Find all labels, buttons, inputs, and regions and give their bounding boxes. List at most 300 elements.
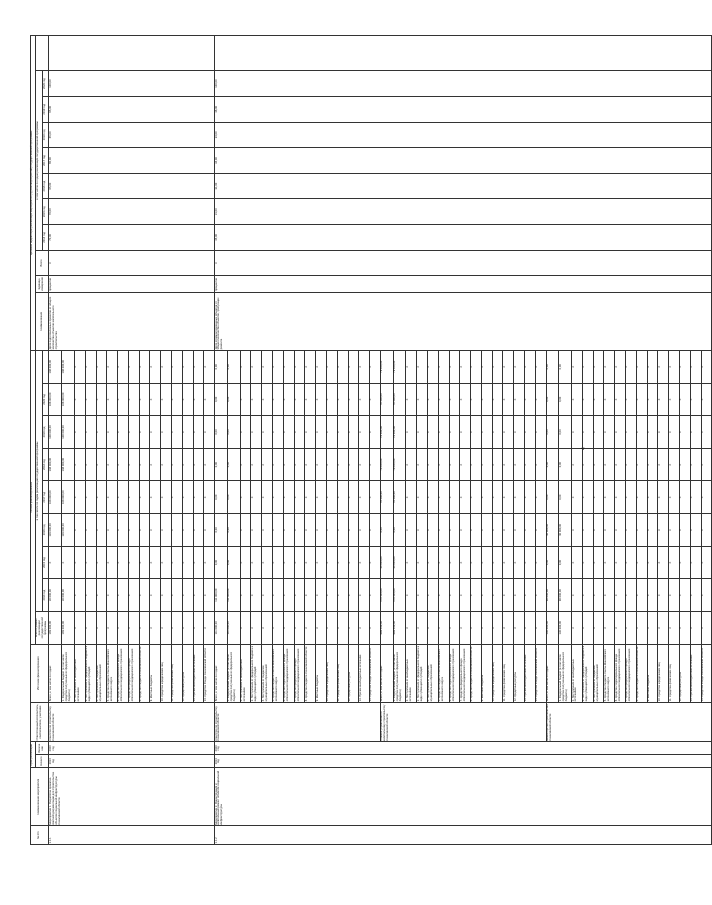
funding-value: X <box>647 579 658 612</box>
funding-value: X <box>107 350 118 383</box>
funding-source-label: 13. Прочие внебюджетные источники <box>193 644 204 702</box>
funding-value: X <box>438 350 449 383</box>
funding-value: X <box>326 611 337 644</box>
indicator-value: 65,00 <box>49 96 215 122</box>
funding-value: 0,00 <box>559 448 572 481</box>
header-num: № п/п <box>31 826 49 845</box>
funding-value: X <box>604 514 615 547</box>
funding-value: X <box>514 481 525 514</box>
funding-value: X <box>492 448 503 481</box>
indicator-value: 65,00 <box>49 122 215 148</box>
funding-value: X <box>204 416 215 449</box>
funding-value: X <box>492 611 503 644</box>
funding-value: X <box>172 416 183 449</box>
funding-value: X <box>305 448 316 481</box>
funding-value: X <box>406 514 417 547</box>
header-total-program: Всего в рамках реализации государственной программы <box>35 611 49 644</box>
funding-value: X <box>417 383 428 416</box>
funding-value: 0,00 <box>546 350 559 383</box>
funding-value: 0,00 <box>227 546 240 579</box>
funding-value: 108 000,00 <box>49 350 62 383</box>
funding-source-label: 1. Федеральный бюджет (в том числе средства полученные из федерального бюджета) <box>227 644 240 702</box>
funding-value: X <box>492 383 503 416</box>
funding-value: X <box>240 514 251 547</box>
funding-value: X <box>535 579 546 612</box>
funding-value: X <box>701 383 712 416</box>
funding-value: X <box>460 611 471 644</box>
funding-value: X <box>503 579 514 612</box>
funding-value: X <box>85 514 96 547</box>
funding-value: X <box>669 448 680 481</box>
funding-value: X <box>481 481 492 514</box>
funding-value: X <box>85 416 96 449</box>
funding-value: X <box>604 579 615 612</box>
funding-value: X <box>626 514 637 547</box>
funding-value: X <box>337 383 348 416</box>
funding-value: X <box>417 579 428 612</box>
funding-value: X <box>150 383 161 416</box>
funding-value: X <box>593 481 604 514</box>
funding-value: X <box>161 383 172 416</box>
funding-value: X <box>74 514 85 547</box>
funding-value: X <box>240 481 251 514</box>
funding-value: X <box>305 546 316 579</box>
funding-value: X <box>182 383 193 416</box>
funding-value: 0,00 <box>227 416 240 449</box>
funding-value: X <box>118 350 129 383</box>
funding-value: 0,00 <box>546 546 559 579</box>
funding-value: X <box>240 350 251 383</box>
funding-value: X <box>182 514 193 547</box>
funding-value: 108 000,00 <box>62 383 75 416</box>
funding-value: X <box>294 514 305 547</box>
funding-source-label: 6. Средства территориального фонда обязательного медицинского страхования <box>118 644 129 702</box>
funding-value: X <box>326 579 337 612</box>
funding-value: 119 000,00 <box>49 514 62 547</box>
funding-value: X <box>427 579 438 612</box>
funding-value: 0,00 <box>559 383 572 416</box>
funding-source-label: 4. Поступления от бюджетов муниципальных образований <box>427 644 438 702</box>
funding-value: X <box>604 448 615 481</box>
funding-value: X <box>593 611 604 644</box>
funding-value: X <box>535 350 546 383</box>
funding-value: X <box>370 350 381 383</box>
funding-value: X <box>572 481 583 514</box>
funding-value: X <box>679 481 690 514</box>
funding-value: X <box>251 579 262 612</box>
funding-value: X <box>604 611 615 644</box>
funding-value: X <box>85 481 96 514</box>
funding-source-label: 12. Кредитные ресурсы <box>348 644 359 702</box>
funding-value: X <box>96 350 107 383</box>
funding-value: 108 000,00 <box>49 416 62 449</box>
funding-value: X <box>669 383 680 416</box>
funding-value: X <box>438 611 449 644</box>
funding-value: X <box>251 514 262 547</box>
funding-value: X <box>283 448 294 481</box>
funding-source-label: 7. Средства федерального фонда обязательного медицинского страхования <box>294 644 305 702</box>
funding-value: X <box>636 383 647 416</box>
funding-value: X <box>283 350 294 383</box>
funding-source-label: 14. Средства Фонда Сахалинской области <box>535 644 546 702</box>
activity-executor: Министерство строительства Сахалинской области <box>546 702 712 742</box>
funding-value: X <box>690 579 701 612</box>
funding-value: X <box>460 546 471 579</box>
funding-value: X <box>139 546 150 579</box>
funding-source-label: 14. Средства Фонда Сахалинской области <box>701 644 712 702</box>
funding-value: X <box>679 546 690 579</box>
header-ind-year-2015: 2015 год <box>42 199 49 225</box>
funding-source-label: 5. Средства бюджета Ханты-Мансийского автономного округа <box>107 644 118 702</box>
indicator-unit: процентов <box>215 276 712 292</box>
funding-value: X <box>204 579 215 612</box>
funding-value: X <box>359 448 370 481</box>
funding-source-label: 11. Средства физических лиц <box>337 644 348 702</box>
funding-value: X <box>262 481 273 514</box>
funding-value: X <box>481 350 492 383</box>
funding-value: X <box>251 350 262 383</box>
funding-value: X <box>679 448 690 481</box>
funding-value: X <box>471 383 482 416</box>
funding-value: X <box>172 350 183 383</box>
funding-source-label: 5. Средства бюджета Ханты-Мансийского автономного округа <box>604 644 615 702</box>
page-number: 4 <box>581 447 587 450</box>
funding-value: X <box>427 611 438 644</box>
funding-value: X <box>417 546 428 579</box>
funding-value: X <box>582 350 593 383</box>
header-ind-year-2017: 2017 год <box>42 148 49 174</box>
funding-value: X <box>139 448 150 481</box>
funding-source-label: 3. Поступления от федерального бюджета в виде субвенций и субсидий <box>85 644 96 702</box>
funding-value: 79 100,00 <box>393 448 406 481</box>
funding-value: X <box>701 579 712 612</box>
funding-value: 170 113,00 <box>393 579 406 612</box>
funding-value: X <box>337 514 348 547</box>
funding-value: X <box>74 383 85 416</box>
funding-value: X <box>326 383 337 416</box>
funding-value: X <box>118 611 129 644</box>
funding-value: 0,00 <box>215 350 228 383</box>
funding-value: X <box>636 350 647 383</box>
funding-value: X <box>337 579 348 612</box>
funding-source-label: 2. Поступления от внебюджетных источников <box>74 644 85 702</box>
funding-value: X <box>294 579 305 612</box>
funding-source-label: 5. Средства бюджета Ханты-Мансийского автономного округа <box>438 644 449 702</box>
funding-value: 108 000,00 <box>49 383 62 416</box>
funding-value: X <box>503 611 514 644</box>
funding-value: X <box>658 383 669 416</box>
funding-value: X <box>139 514 150 547</box>
funding-value: X <box>525 579 536 612</box>
funding-value: 0,00 <box>215 448 228 481</box>
indicator-value: 70,00 <box>49 199 215 225</box>
funding-value: X <box>193 514 204 547</box>
header-ind-year-2014: 2014 год <box>42 225 49 251</box>
funding-source-label: 9. Местные бюджеты <box>316 644 327 702</box>
funding-value: X <box>85 350 96 383</box>
funding-value: X <box>647 448 658 481</box>
funding-value: X <box>118 383 129 416</box>
funding-value: X <box>96 416 107 449</box>
funding-value: X <box>118 416 129 449</box>
funding-value: 0,00 <box>215 546 228 579</box>
funding-value: X <box>503 448 514 481</box>
funding-value: X <box>118 481 129 514</box>
funding-value: X <box>669 416 680 449</box>
funding-value: X <box>326 546 337 579</box>
funding-value: X <box>370 481 381 514</box>
funding-value: X <box>150 448 161 481</box>
funding-value: X <box>604 416 615 449</box>
funding-source-label: 8. Средства бюджета Сахалинской области <box>471 644 482 702</box>
funding-value: X <box>107 481 118 514</box>
funding-value: X <box>273 481 284 514</box>
funding-value: X <box>251 611 262 644</box>
funding-value: X <box>626 611 637 644</box>
funding-value: X <box>294 350 305 383</box>
funding-source-label: 11. Средства физических лиц <box>503 644 514 702</box>
funding-value: X <box>161 546 172 579</box>
funding-value: X <box>604 383 615 416</box>
funding-value: X <box>294 448 305 481</box>
indicator-value: 70,00 <box>49 225 215 251</box>
funding-value: 0,00 <box>559 481 572 514</box>
funding-value: X <box>417 416 428 449</box>
funding-value: X <box>273 350 284 383</box>
header-year-2015: 2015 год <box>42 546 49 579</box>
funding-value: 108 000,00 <box>49 448 62 481</box>
funding-value: X <box>701 350 712 383</box>
funding-value: 0,00 <box>227 350 240 383</box>
header-funding-incl: в том числе по годам реализации государственной программы <box>35 350 42 611</box>
funding-value: X <box>572 416 583 449</box>
funding-value: X <box>193 350 204 383</box>
funding-value: X <box>337 350 348 383</box>
funding-value: X <box>204 514 215 547</box>
funding-value: X <box>701 448 712 481</box>
funding-value: X <box>204 546 215 579</box>
funding-value: 0,00 <box>559 416 572 449</box>
funding-value: 111 000,00 <box>227 579 240 612</box>
funding-value: X <box>626 383 637 416</box>
funding-value: X <box>337 448 348 481</box>
funding-value: X <box>615 514 626 547</box>
funding-value: X <box>514 416 525 449</box>
funding-value: X <box>193 481 204 514</box>
funding-value: X <box>262 546 273 579</box>
funding-value: 79 100,00 <box>380 448 393 481</box>
funding-value: 108 000,00 <box>62 448 75 481</box>
funding-value: 130 000,00 <box>546 611 559 644</box>
funding-value: X <box>615 579 626 612</box>
indicator-value: 35,00 <box>215 225 712 251</box>
funding-value: X <box>503 481 514 514</box>
funding-value: 79 100,00 <box>393 383 406 416</box>
activity-executor: Главное управление по капитальному строительству Сахалинской области <box>380 702 546 742</box>
funding-value: X <box>193 383 204 416</box>
activity-name: Мероприятие 1. Разработка проектно-сметной документации для строительства объектов социальной инфраструктуры Сахалинской области <box>49 768 215 826</box>
funding-value: X <box>525 383 536 416</box>
funding-value: X <box>107 546 118 579</box>
funding-value: X <box>514 350 525 383</box>
funding-source-label: 3. Поступления от федерального бюджета в виде субвенций и субсидий <box>417 644 428 702</box>
funding-source-label: 2. Поступления от внебюджетных источников <box>406 644 417 702</box>
funding-value: X <box>348 481 359 514</box>
funding-value: X <box>182 611 193 644</box>
funding-value: X <box>273 579 284 612</box>
funding-source-label: Всего, в том числе по годам: <box>380 644 393 702</box>
program-activities-table <box>30 35 712 845</box>
header-ind-incl: в том числе по годам реализации государственной программы <box>35 71 42 250</box>
funding-value: 79 100,00 <box>380 383 393 416</box>
funding-value: X <box>658 546 669 579</box>
table-row <box>215 36 228 845</box>
indicator-name: Доля отремонтированных объектов от общего количества объектов, требующих ремонта <box>215 292 712 350</box>
funding-value: 79 100,00 <box>393 416 406 449</box>
funding-value: X <box>273 546 284 579</box>
funding-value: X <box>204 481 215 514</box>
funding-value: X <box>658 416 669 449</box>
funding-source-label: 10. Средства юридических лиц <box>161 644 172 702</box>
funding-value: X <box>427 514 438 547</box>
funding-value: X <box>337 416 348 449</box>
funding-value: X <box>161 481 172 514</box>
funding-value: X <box>240 383 251 416</box>
funding-value: X <box>514 546 525 579</box>
funding-source-label: 4. Поступления от бюджетов муниципальных образований <box>262 644 273 702</box>
header-source: Источник финансирования <box>31 644 49 702</box>
indicator-value: 34,00 <box>215 148 712 174</box>
funding-value: X <box>636 611 647 644</box>
funding-value: X <box>107 448 118 481</box>
funding-value: X <box>615 416 626 449</box>
funding-value: X <box>74 611 85 644</box>
funding-source-label: 7. Средства федерального фонда обязательного медицинского страхования <box>128 644 139 702</box>
funding-value: X <box>449 611 460 644</box>
funding-value: X <box>438 579 449 612</box>
funding-value: X <box>74 416 85 449</box>
activity-end: 2020 год <box>49 742 215 755</box>
funding-value: X <box>647 350 658 383</box>
funding-value: 0,00 <box>546 416 559 449</box>
funding-value: X <box>262 579 273 612</box>
funding-value: X <box>316 383 327 416</box>
funding-value: X <box>128 514 139 547</box>
funding-source-label: 12. Кредитные ресурсы <box>182 644 193 702</box>
funding-value: 0,00 <box>546 481 559 514</box>
funding-value: X <box>118 579 129 612</box>
funding-value: 149 000,00 <box>49 611 62 644</box>
table-body <box>49 36 712 845</box>
funding-value: X <box>535 611 546 644</box>
funding-value: X <box>283 416 294 449</box>
funding-value: X <box>348 579 359 612</box>
funding-value: X <box>626 350 637 383</box>
funding-value: X <box>294 481 305 514</box>
funding-value: X <box>316 611 327 644</box>
funding-value: X <box>118 448 129 481</box>
funding-value: X <box>471 579 482 612</box>
funding-value: 0,00 <box>215 383 228 416</box>
funding-value: X <box>139 383 150 416</box>
funding-value: 0,00 <box>227 383 240 416</box>
funding-value: X <box>572 448 583 481</box>
funding-value: X <box>326 481 337 514</box>
funding-value: X <box>460 350 471 383</box>
funding-value: X <box>658 579 669 612</box>
funding-value: X <box>449 546 460 579</box>
funding-value: X <box>359 350 370 383</box>
funding-value: X <box>593 448 604 481</box>
indicator-value: 100,00 <box>49 71 215 97</box>
funding-value: X <box>172 546 183 579</box>
indicator-value: 65,00 <box>49 148 215 174</box>
funding-value: X <box>449 448 460 481</box>
funding-value: X <box>193 611 204 644</box>
funding-value: X <box>337 481 348 514</box>
funding-value: X <box>406 350 417 383</box>
funding-value: X <box>251 383 262 416</box>
rotated-table-container <box>30 35 704 845</box>
funding-value: X <box>74 546 85 579</box>
funding-value: X <box>460 448 471 481</box>
funding-value: X <box>471 481 482 514</box>
funding-value: 0,00 <box>227 481 240 514</box>
funding-value: 90 000,00 <box>559 579 572 612</box>
funding-value: X <box>85 546 96 579</box>
funding-value: X <box>172 383 183 416</box>
funding-value: X <box>658 350 669 383</box>
funding-value: X <box>690 416 701 449</box>
funding-value: X <box>582 579 593 612</box>
funding-value: X <box>96 579 107 612</box>
funding-source-label: 9. Местные бюджеты <box>481 644 492 702</box>
header-year-2018: 2018 год <box>42 448 49 481</box>
funding-value: X <box>128 383 139 416</box>
funding-source-label: 4. Поступления от бюджетов муниципальных образований <box>96 644 107 702</box>
funding-value: X <box>690 383 701 416</box>
activity-start: 2014 год <box>49 755 215 768</box>
funding-value: X <box>316 350 327 383</box>
funding-value: X <box>96 448 107 481</box>
funding-value: X <box>701 481 712 514</box>
funding-value: X <box>161 514 172 547</box>
funding-value: X <box>669 546 680 579</box>
funding-source-label: 11. Средства физических лиц <box>669 644 680 702</box>
header-year-2014: 2014 год <box>42 579 49 612</box>
funding-value: X <box>593 383 604 416</box>
funding-value: X <box>626 481 637 514</box>
funding-value: X <box>96 611 107 644</box>
funding-source-label: 1. Федеральный бюджет (в том числе средства полученные из федерального бюджета) <box>62 644 75 702</box>
activity-name: Мероприятие 2. Реконструкция и капитальный ремонт объектов социальной инфраструктуры <box>215 768 712 826</box>
funding-value: X <box>305 383 316 416</box>
funding-source-label: 6. Средства территориального фонда обязательного медицинского страхования <box>283 644 294 702</box>
funding-source-label: 7. Средства федерального фонда обязательного медицинского страхования <box>460 644 471 702</box>
funding-value: X <box>294 383 305 416</box>
funding-value: X <box>572 579 583 612</box>
funding-value: 108 000,00 <box>49 481 62 514</box>
funding-value: X <box>305 481 316 514</box>
funding-value: X <box>535 481 546 514</box>
header-year-2019: 2019 год <box>42 416 49 449</box>
funding-value: X <box>481 546 492 579</box>
funding-value: X <box>128 579 139 612</box>
funding-value: X <box>406 448 417 481</box>
funding-value: X <box>438 546 449 579</box>
funding-value: 79 100,00 <box>380 350 393 383</box>
funding-value: X <box>139 481 150 514</box>
